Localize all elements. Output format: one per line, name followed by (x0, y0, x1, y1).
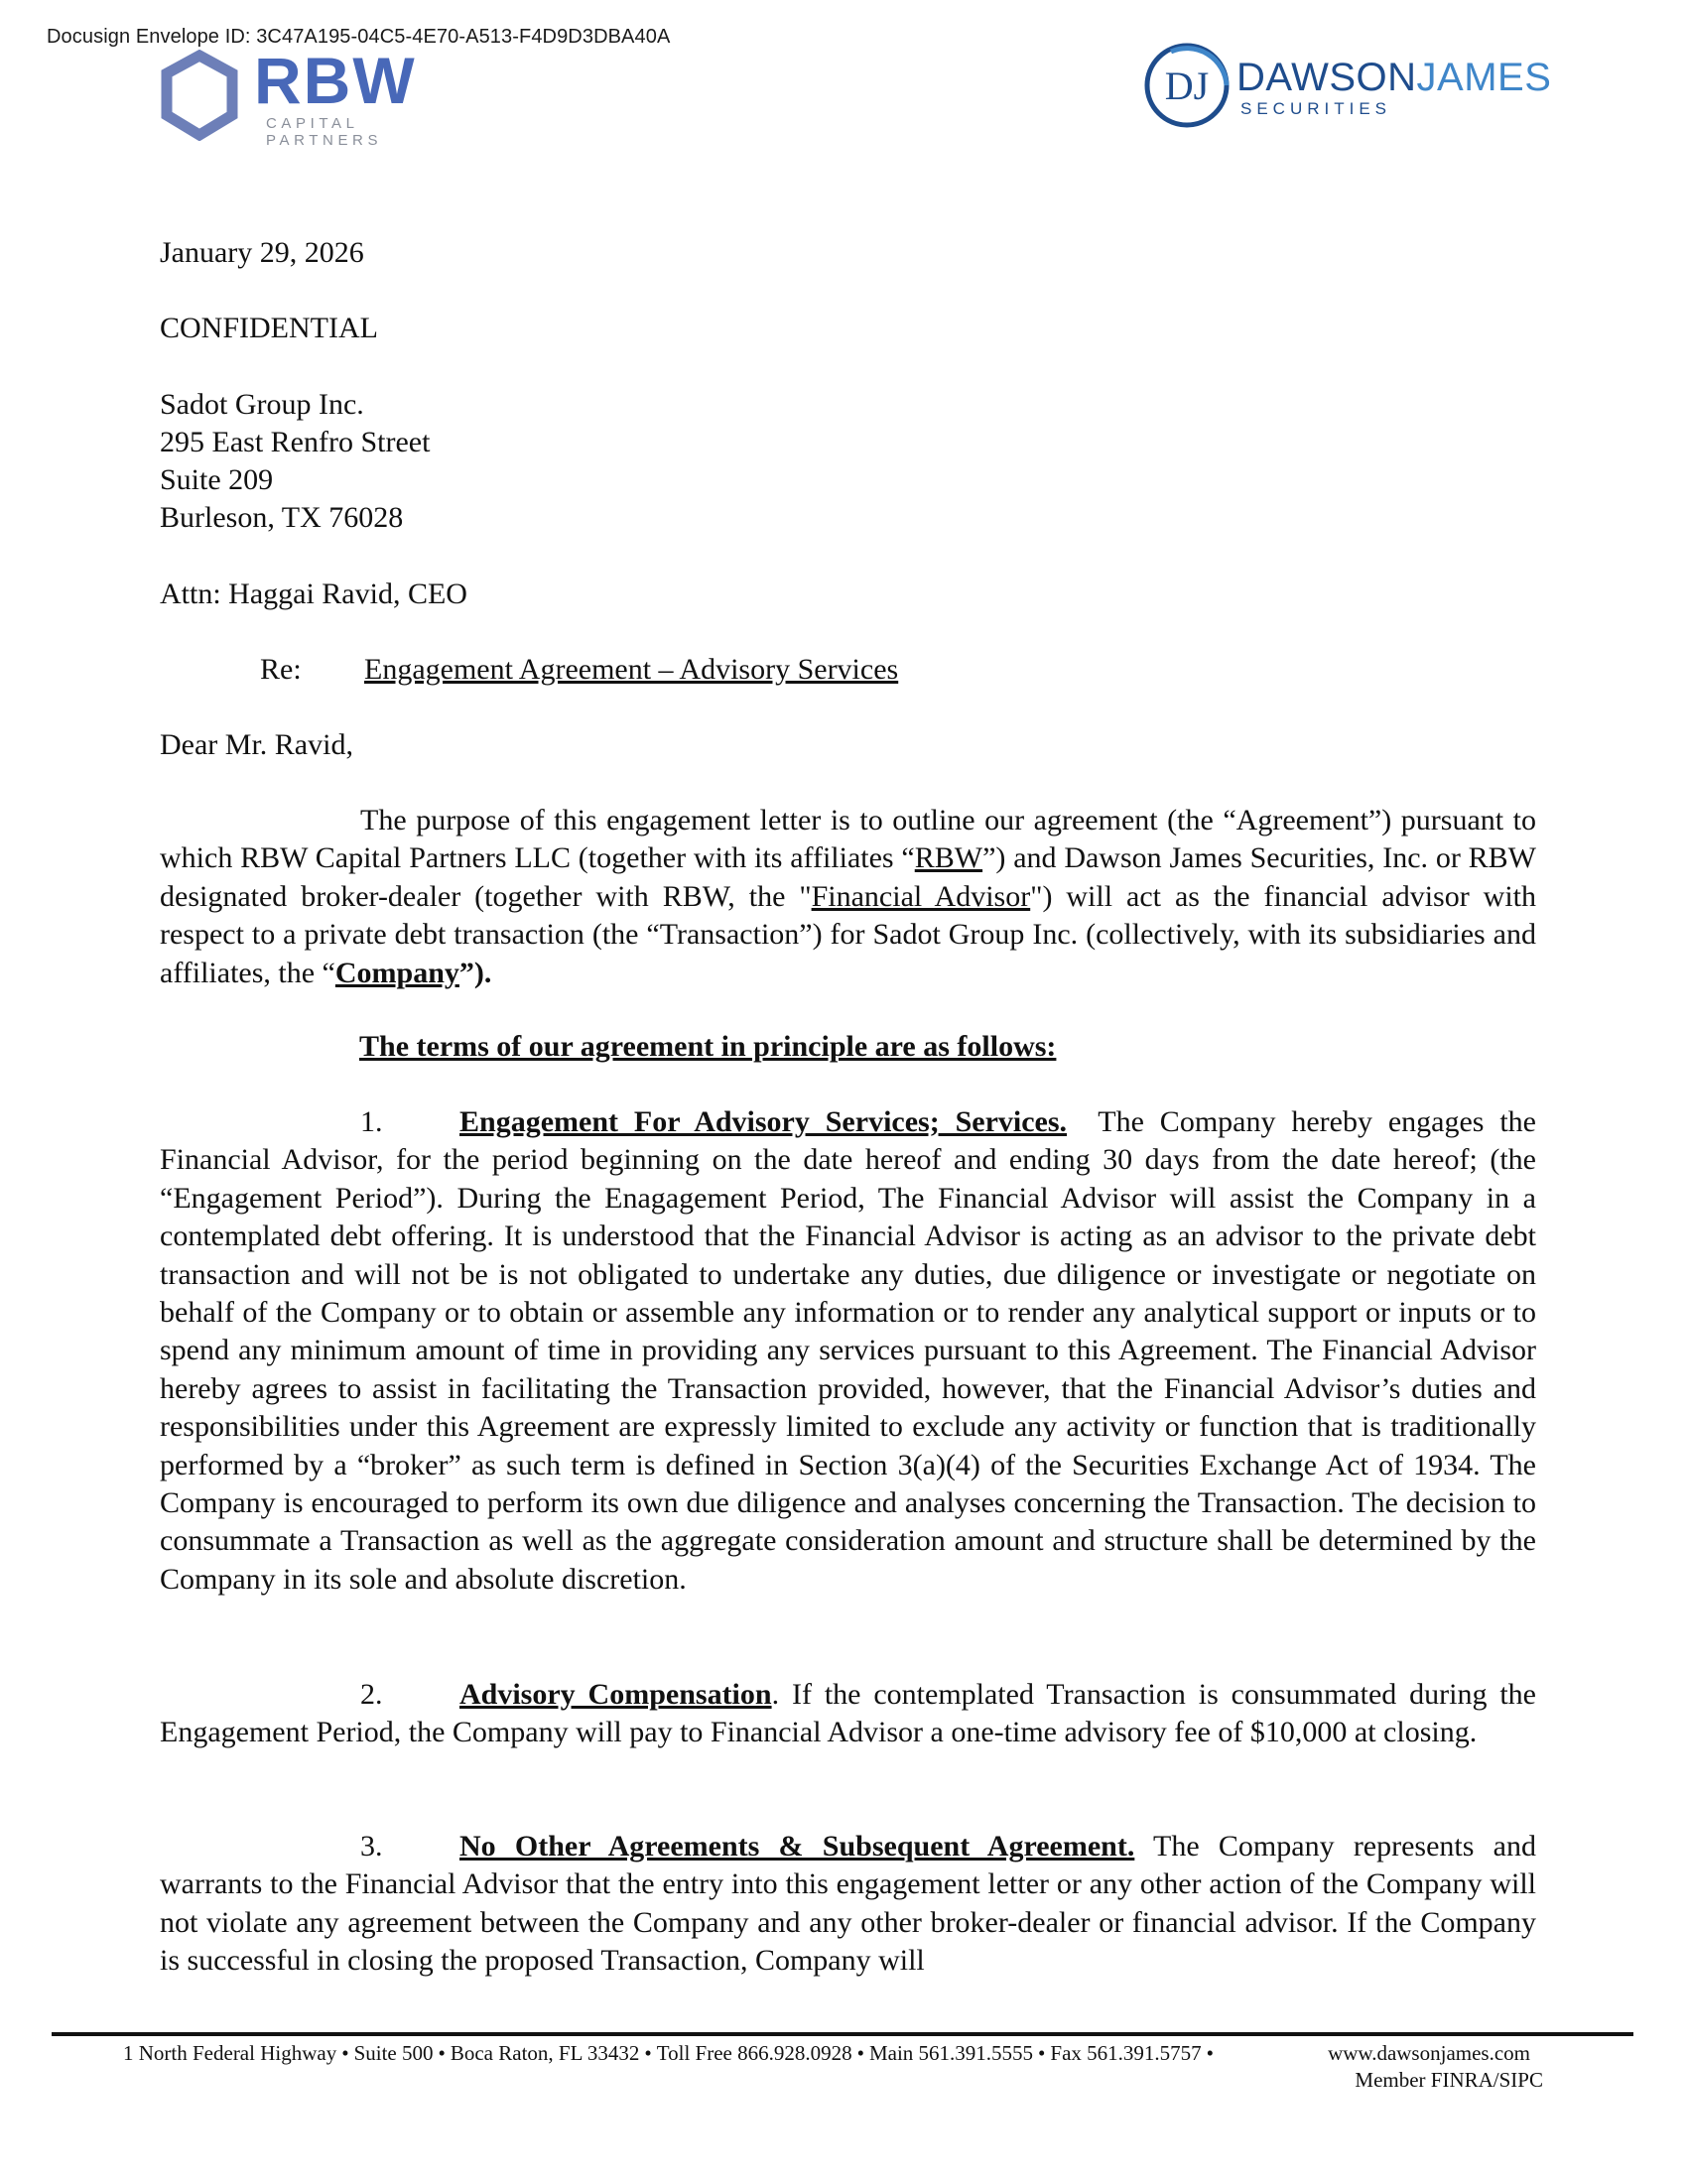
address-line: 295 East Renfro Street (160, 426, 431, 458)
section-2-paragraph (160, 1676, 1536, 1752)
section-text: . If the contemplated Transaction is consummated during the Engagement Period, the Company will pay to Financial Advisor a one-time advisory fee of $10,000 at closing. (160, 1678, 1537, 1749)
attention-line: Attn: Haggai Ravid, CEO (160, 578, 467, 610)
dj-logo-subtitle: SECURITIES (1240, 99, 1392, 118)
intro-paragraph (160, 802, 1536, 992)
address-line: Sadot Group Inc. (160, 388, 364, 421)
address-line: Suite 209 (160, 463, 274, 496)
footer-divider (52, 2032, 1633, 2036)
rbw-defined-term: RBW (914, 841, 983, 875)
dj-monogram-icon (1141, 40, 1233, 131)
section-1-paragraph (160, 1103, 1536, 1599)
rbw-logo (159, 44, 456, 149)
salutation: Dear Mr. Ravid, (160, 728, 353, 761)
dj-logo-name (1236, 56, 1551, 99)
footer-separator: • (438, 2041, 446, 2065)
intro-text: The purpose of this engagement letter is to outline our agreement (the “Agreement”) pursuant to which RBW Capital Partners LLC (together with its affiliates “ (160, 804, 1536, 875)
footer-contact-line (123, 2040, 1530, 2066)
docusign-envelope-id: Docusign Envelope ID: 3C47A195-04C5-4E70-A513-F4D9D3DBA40A (47, 26, 671, 48)
rbw-logo-name: RBW (254, 44, 417, 117)
section-number: 1. (360, 1105, 383, 1138)
footer-separator: • (1038, 2041, 1046, 2065)
footer-city: Boca Raton, FL 33432 (450, 2041, 640, 2065)
rbw-logo-subtitle: CAPITAL PARTNERS (266, 115, 383, 149)
rbw-shield-icon (159, 50, 240, 141)
footer-main-phone: Main 561.391.5555 (868, 2041, 1034, 2065)
re-label: Re: (260, 653, 302, 686)
section-number: 2. (360, 1678, 383, 1711)
section-title: Advisory Compensation (459, 1678, 772, 1711)
dj-monogram-text: DJ (1164, 64, 1210, 108)
footer-address: 1 North Federal Highway (123, 2041, 337, 2065)
footer-separator: • (856, 2041, 864, 2065)
terms-heading: The terms of our agreement in principle are as follows: (359, 1030, 1057, 1063)
section-number: 3. (360, 1830, 383, 1863)
footer-separator: • (644, 2041, 652, 2065)
section-text: The Company represents and warrants to the Financial Advisor that the entry into this engagement letter or any other action of the Company will not violate any agreement between the Company and any other broker-dealer or financial advisor. If the Company is successful in closing the proposed Transaction, Company will (160, 1830, 1536, 1978)
section-text: The Company hereby engages the Financial Advisor, for the period beginning on the date hereof and ending 30 days from the date hereof; (the “Engagement Period”). During the Enagagement Period, The Financial Advisor will assist the Company in a contemplated debt offering. It is understood that the Financial Advisor is acting as an advisor to the private debt transaction and will not be is not obligated to undertake any duties, due diligence or investigate or negotiate on behalf of the Company or to obtain or assemble any information or to render any analytical support or inputs or to spend any minimum amount of time in providing any services pursuant to this Agreement. The Financial Advisor hereby agrees to assist in facilitating the Transaction provided, however, that the Financial Advisor’s duties and responsibilities under this Agreement are expressly limited to exclude any activity or function that is traditionally performed by a “broker” as such term is defined in Section 3(a)(4) of the Securities Exchange Act of 1934. The Company is encouraged to perform its own due diligence and analyses concerning the Transaction. The decision to consummate a Transaction as well as the aggregate consideration amount and structure shall be determined by the Company in its sole and absolute discretion. (160, 1105, 1536, 1596)
footer-suite: Suite 500 (353, 2041, 434, 2065)
intro-text: ”) and Dawson James Securities, Inc. or RBW designated broker-dealer (together with RBW, the " (160, 841, 1536, 913)
letter-date: January 29, 2026 (160, 236, 364, 269)
dawson-james-logo (1141, 40, 1552, 139)
footer-separator: • (1206, 2041, 1215, 2065)
financial-advisor-defined-term: Financial Advisor (811, 879, 1031, 913)
footer-member-note: Member FINRA/SIPC (1355, 2068, 1543, 2092)
section-title: Engagement For Advisory Services; Services. (459, 1105, 1068, 1138)
confidential-label: CONFIDENTIAL (160, 312, 378, 344)
dj-name-second: JAMES (1416, 56, 1552, 99)
company-defined-term: Company (334, 956, 459, 989)
re-subject: Engagement Agreement – Advisory Services (364, 653, 899, 686)
dj-name-first: DAWSON (1236, 56, 1417, 99)
footer-fax: Fax 561.391.5757 (1050, 2041, 1202, 2065)
footer-tollfree: Toll Free 866.928.0928 (656, 2041, 852, 2065)
intro-text: ”). (458, 956, 492, 989)
footer-separator: • (341, 2041, 349, 2065)
section-title: No Other Agreements & Subsequent Agreement. (459, 1830, 1135, 1863)
address-line: Burleson, TX 76028 (160, 501, 404, 534)
intro-text: ") will act as the financial advisor with respect to a private debt transaction (the “Transaction”) for Sadot Group Inc. (collectively, with its subsidiaries and affiliates, the “ (160, 879, 1537, 989)
footer-website-link[interactable]: www.dawsonjames.com (1328, 2041, 1530, 2065)
section-3-paragraph (160, 1828, 1536, 1981)
